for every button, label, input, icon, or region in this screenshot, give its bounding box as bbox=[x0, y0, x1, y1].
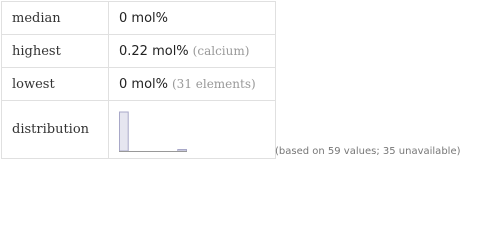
statistics-table bbox=[1, 1, 276, 159]
histogram-bar bbox=[178, 150, 187, 152]
table-row-highest bbox=[2, 35, 276, 68]
row-value: 0.22 mol% bbox=[119, 43, 189, 59]
row-value-cell bbox=[109, 2, 276, 35]
row-note: (calcium) bbox=[192, 43, 250, 58]
table-row-lowest bbox=[2, 68, 276, 101]
row-note: (31 elements) bbox=[172, 76, 256, 91]
row-label: distribution bbox=[2, 101, 109, 159]
row-label: median bbox=[2, 2, 109, 35]
row-value: 0 mol% bbox=[119, 76, 168, 92]
table-row-median bbox=[2, 2, 276, 35]
row-value-cell bbox=[109, 35, 276, 68]
row-value-cell bbox=[109, 68, 276, 101]
histogram-container bbox=[119, 101, 199, 158]
histogram-cell bbox=[109, 101, 276, 159]
table-row-distribution bbox=[2, 101, 276, 159]
row-label: highest bbox=[2, 35, 109, 68]
row-value: 0 mol% bbox=[119, 10, 168, 26]
histogram-bar bbox=[120, 112, 129, 151]
distribution-histogram bbox=[119, 101, 199, 158]
row-label: lowest bbox=[2, 68, 109, 101]
footnote: (based on 59 values; 35 unavailable) bbox=[275, 146, 461, 157]
